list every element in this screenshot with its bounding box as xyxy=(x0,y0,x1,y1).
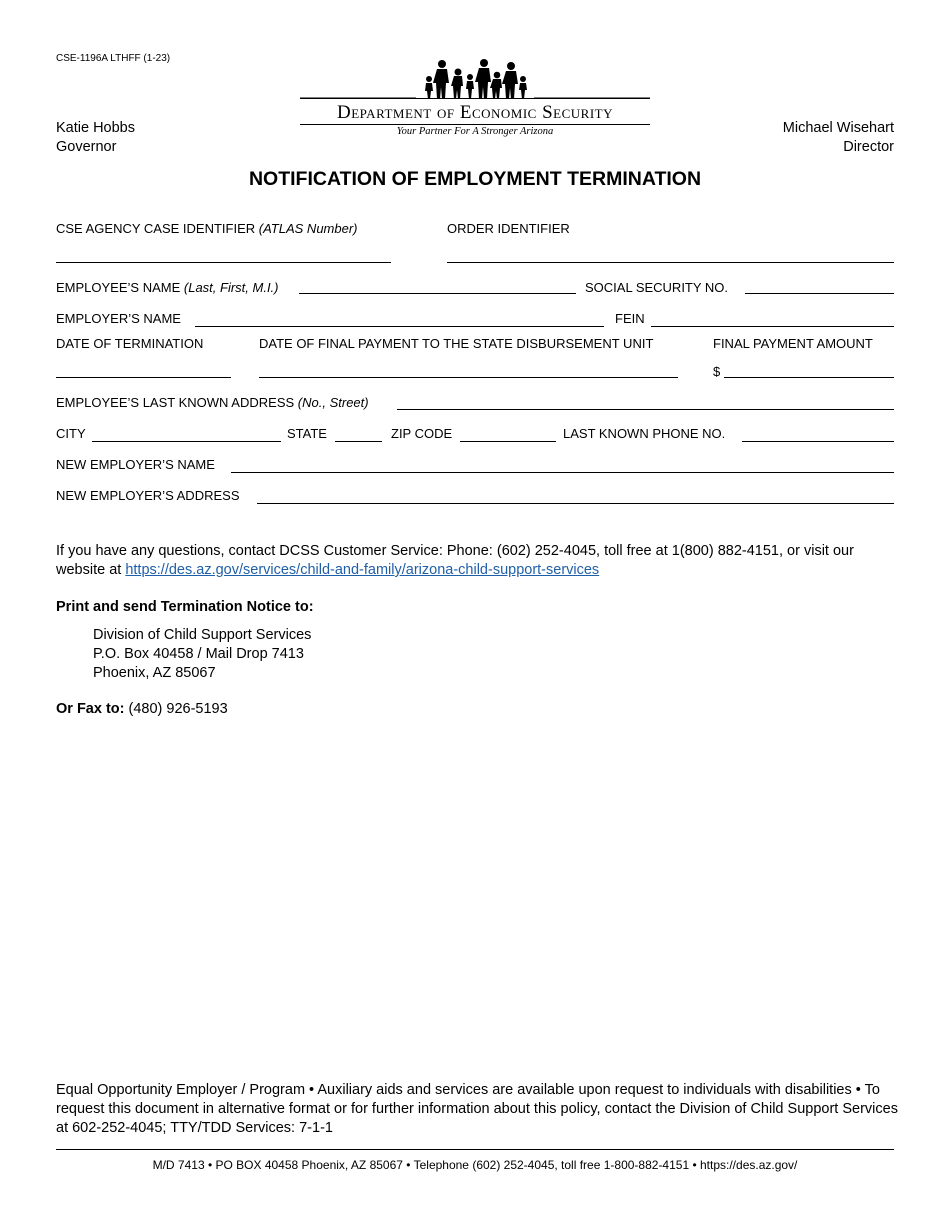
currency-symbol: $ xyxy=(713,364,721,379)
state-field[interactable] xyxy=(335,441,382,442)
termination-date-label: DATE OF TERMINATION xyxy=(56,336,204,351)
zip-label: ZIP CODE xyxy=(391,426,453,441)
case-id-note: (ATLAS Number) xyxy=(258,221,358,236)
fein-field[interactable] xyxy=(651,326,894,327)
footer-divider xyxy=(56,1149,894,1150)
page-title: NOTIFICATION OF EMPLOYMENT TERMINATION xyxy=(248,168,702,190)
zip-field[interactable] xyxy=(460,441,556,442)
mailing-address xyxy=(93,626,311,683)
address-field[interactable] xyxy=(397,409,894,410)
employer-name-label: EMPLOYER’S NAME xyxy=(56,311,181,326)
address-note: (No., Street) xyxy=(297,395,369,410)
case-id-label-text: CSE AGENCY CASE IDENTIFIER xyxy=(56,221,256,236)
order-id-label: ORDER IDENTIFIER xyxy=(447,221,570,236)
logo-title: Department of Economic Security xyxy=(336,102,613,123)
family-silhouette-icon xyxy=(298,58,652,102)
case-id-field[interactable] xyxy=(56,262,391,263)
governor-block xyxy=(56,119,135,157)
order-id-field[interactable] xyxy=(447,262,894,263)
fax-label: Or Fax to: xyxy=(56,701,125,717)
state-label: STATE xyxy=(287,426,327,441)
employer-name-field[interactable] xyxy=(195,326,604,327)
director-block xyxy=(783,119,894,157)
new-employer-address-field[interactable] xyxy=(257,503,894,504)
final-payment-amount-field[interactable] xyxy=(724,377,894,378)
city-field[interactable] xyxy=(92,441,281,442)
new-employer-address-label: NEW EMPLOYER’S ADDRESS xyxy=(56,488,240,503)
logo-tagline: Your Partner For A Stronger Arizona xyxy=(396,126,554,137)
employee-name-field[interactable] xyxy=(299,293,576,294)
equal-opportunity-notice: Equal Opportunity Employer / Program • Auxiliary aids and services are available upon request to individuals with disabilities • To request this document in alternative format or for further information about this policy, contact the Division of Child Support Services at 602-252-4045; TTY/TDD Services: 7-1-1 xyxy=(56,1082,898,1136)
fein-label: FEIN xyxy=(615,311,645,326)
address-line-3: Phoenix, AZ 85067 xyxy=(93,665,216,681)
new-employer-name-field[interactable] xyxy=(231,472,894,473)
city-label: CITY xyxy=(56,426,86,441)
contact-text: If you have any questions, contact DCSS Customer Service: Phone: (602) 252-4045, toll free at 1(800) 882-4151, or visit our website at xyxy=(56,543,854,578)
final-payment-date-label: DATE OF FINAL PAYMENT TO THE STATE DISBURSEMENT UNIT xyxy=(259,336,654,351)
address-label xyxy=(56,395,369,410)
case-id-label xyxy=(56,221,358,236)
final-payment-date-field[interactable] xyxy=(259,377,678,378)
governor-name: Katie Hobbs xyxy=(56,120,135,136)
send-heading: Print and send Termination Notice to: xyxy=(56,599,314,615)
termination-date-field[interactable] xyxy=(56,377,231,378)
footer-address: M/D 7413 • PO BOX 40458 Phoenix, AZ 85067 • Telephone (602) 252-4045, toll free 1-800-882-4151 • https://des.az.gov/ xyxy=(152,1158,798,1172)
contact-paragraph xyxy=(56,542,896,580)
address-label-text: EMPLOYEE’S LAST KNOWN ADDRESS xyxy=(56,395,295,410)
final-payment-amount-label: FINAL PAYMENT AMOUNT xyxy=(713,336,873,351)
address-line-2: P.O. Box 40458 / Mail Drop 7413 xyxy=(93,646,304,662)
governor-title: Governor xyxy=(56,139,117,155)
director-name: Michael Wisehart xyxy=(782,120,894,136)
phone-field[interactable] xyxy=(742,441,894,442)
fax-line xyxy=(56,700,896,719)
ssn-label: SOCIAL SECURITY NO. xyxy=(585,280,729,295)
new-employer-name-label: NEW EMPLOYER’S NAME xyxy=(56,457,215,472)
employee-name-label xyxy=(56,280,279,295)
employee-name-note: (Last, First, M.I.) xyxy=(183,280,279,295)
address-line-1: Division of Child Support Services xyxy=(93,627,312,643)
des-logo xyxy=(298,58,652,142)
employee-name-label-text: EMPLOYEE’S NAME xyxy=(56,280,181,295)
form-code: CSE-1196A LTHFF (1-23) xyxy=(56,53,171,64)
director-title: Director xyxy=(843,139,894,155)
ssn-field[interactable] xyxy=(745,293,894,294)
phone-label: LAST KNOWN PHONE NO. xyxy=(563,426,726,441)
fax-number: (480) 926-5193 xyxy=(124,701,228,717)
website-link[interactable]: https://des.az.gov/services/child-and-family/arizona-child-support-services xyxy=(125,562,600,578)
